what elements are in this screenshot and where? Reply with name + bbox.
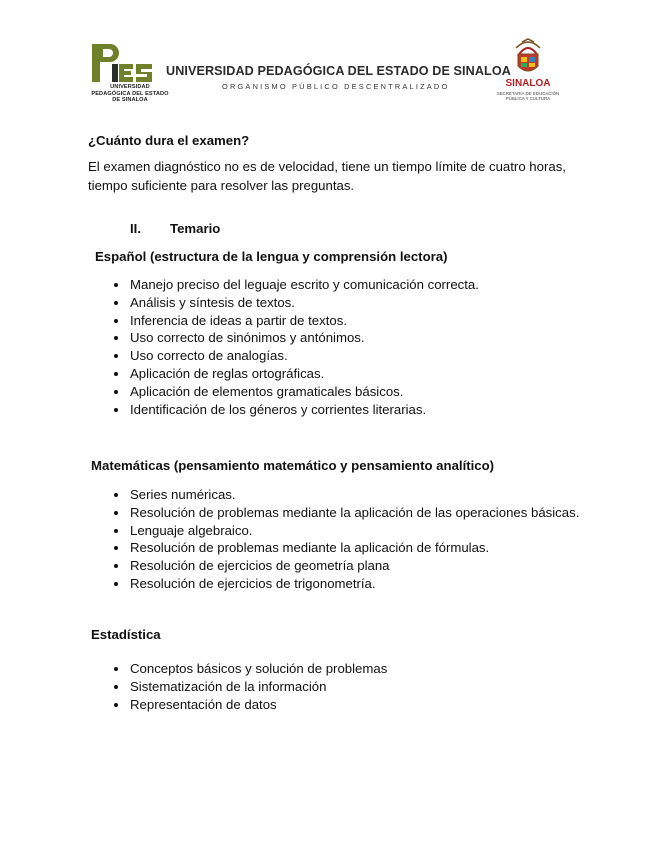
- duration-line-1: El examen diagnóstico no es de velocidad, tiene un tiempo límite de cuatro horas,: [88, 159, 566, 174]
- list-item: Aplicación de elementos gramaticales básicos.: [114, 383, 479, 401]
- list-item: Manejo preciso del leguaje escrito y comunicación correcta.: [114, 276, 479, 294]
- list-item: Lenguaje algebraico.: [114, 522, 579, 540]
- list-item: Representación de datos: [114, 696, 387, 714]
- sinaloa-coat-of-arms-icon: [488, 38, 572, 78]
- estadistica-list: [114, 660, 387, 713]
- duration-paragraph: [88, 157, 568, 195]
- upes-logo: [88, 40, 169, 106]
- temario-title: Temario: [170, 221, 221, 236]
- list-item: Conceptos básicos y solución de problemas: [114, 660, 387, 678]
- list-item: Inferencia de ideas a partir de textos.: [114, 312, 479, 330]
- list-item: Uso correcto de analogías.: [114, 347, 479, 365]
- upes-logo-mark-icon: [88, 40, 158, 86]
- temario-number: II.: [130, 221, 141, 236]
- espanol-heading: Español (estructura de la lengua y comprensión lectora): [95, 249, 448, 264]
- list-item: Aplicación de reglas ortográficas.: [114, 365, 479, 383]
- list-item: Resolución de problemas mediante la aplicación de las operaciones básicas.: [114, 504, 579, 522]
- list-item: Análisis y síntesis de textos.: [114, 294, 479, 312]
- matematicas-list: [114, 486, 579, 593]
- sinaloa-logo: [488, 38, 572, 108]
- matematicas-heading: Matemáticas (pensamiento matemático y pensamiento analítico): [91, 458, 495, 473]
- list-item: Resolución de ejercicios de geometría plana: [114, 557, 579, 575]
- list-item: Resolución de ejercicios de trigonometría.: [114, 575, 579, 593]
- duration-line-2: tiempo suficiente para resolver las preguntas.: [88, 178, 355, 193]
- upes-logo-caption: UNIVERSIDAD PEDAGÓGICA DEL ESTADO DE SINALOA: [91, 84, 169, 104]
- university-title: UNIVERSIDAD PEDAGÓGICA DEL ESTADO DE SINALOA: [166, 64, 511, 78]
- list-item: Sistematización de la información: [114, 678, 387, 696]
- sinaloa-state-name: SINALOA: [505, 78, 551, 89]
- list-item: Series numéricas.: [114, 486, 579, 504]
- estadistica-heading: Estadística: [91, 627, 161, 642]
- espanol-list: [114, 276, 479, 418]
- list-item: Uso correcto de sinónimos y antónimos.: [114, 329, 479, 347]
- list-item: Identificación de los géneros y corrientes literarias.: [114, 401, 479, 419]
- secretaria-name: SECRETARÍA DE EDUCACIÓN PÚBLICA Y CULTURA: [496, 91, 560, 101]
- university-subtitle: ORGANISMO PÚBLICO DESCENTRALIZADO: [222, 82, 450, 91]
- list-item: Resolución de problemas mediante la aplicación de fórmulas.: [114, 539, 579, 557]
- duration-question: ¿Cuánto dura el examen?: [88, 133, 250, 148]
